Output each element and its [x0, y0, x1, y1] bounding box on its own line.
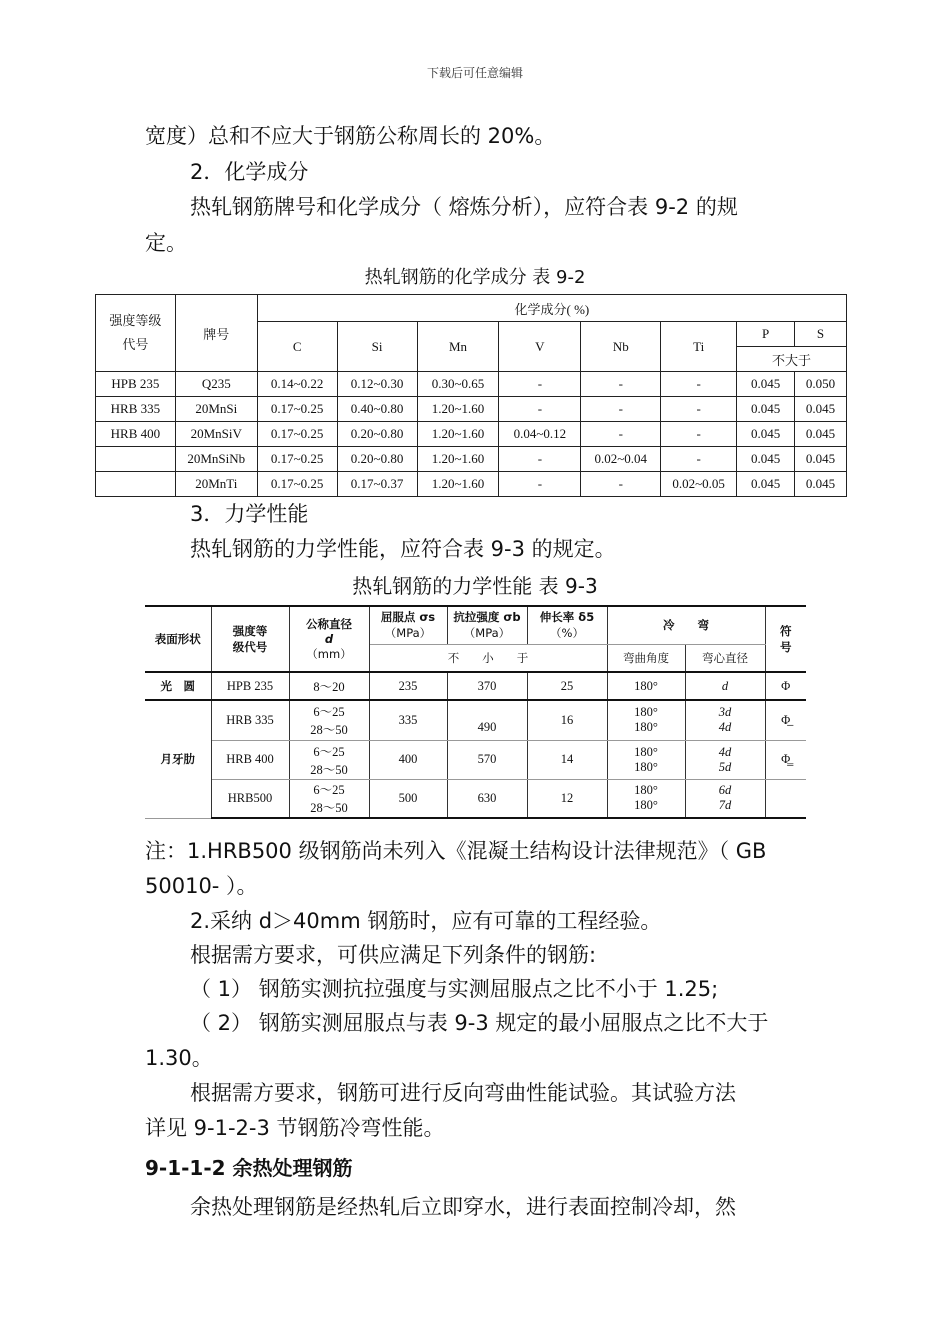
table-cell: 1.20~1.60 — [417, 447, 499, 472]
cell-tensile: 490 — [447, 700, 527, 740]
cell-core: d — [685, 672, 765, 700]
cell-symbol: Φ̳ — [765, 740, 806, 779]
header-grade: 强度等级 代号 — [96, 295, 176, 372]
header-ti: Ti — [661, 322, 737, 372]
note: 2.采纳 d＞40mm 钢筋时，应有可靠的工程经验。 — [190, 909, 662, 933]
cell-grade: HRB 400 — [211, 740, 289, 779]
table-cell: - — [661, 447, 737, 472]
header-shape: 表面形状 — [145, 606, 211, 672]
cell-diameter: 6～25 28～50 — [289, 779, 369, 818]
cell-elongation: 16 — [527, 700, 607, 740]
table-cell: 0.045 — [795, 447, 847, 472]
table-cell: 1.20~1.60 — [417, 397, 499, 422]
cell-angle: 180° — [607, 672, 685, 700]
cell-elongation: 14 — [527, 740, 607, 779]
table-cell: HRB 400 — [96, 422, 176, 447]
table-cell: - — [581, 422, 661, 447]
header-chemical: 化学成分( %) — [257, 295, 846, 322]
paragraph: 宽度）总和不应大于钢筋公称周长的 20%。 — [145, 124, 556, 148]
cell-angle: 180° 180° — [607, 740, 685, 779]
cell-angle: 180° 180° — [607, 700, 685, 740]
cell-tensile: 570 — [447, 740, 527, 779]
table-cell: HRB 335 — [96, 397, 176, 422]
table-cell: 20MnTi — [175, 472, 257, 497]
table-cell: 1.20~1.60 — [417, 422, 499, 447]
header-p: P — [737, 322, 795, 347]
cell-diameter: 6～25 28～50 — [289, 700, 369, 740]
table-cell: - — [661, 422, 737, 447]
mechanical-properties-table — [145, 605, 806, 819]
paragraph: （ 2） 钢筋实测屈服点与表 9-3 规定的最小屈服点之比不大于 — [190, 1011, 769, 1035]
header-angle: 弯曲角度 — [607, 644, 685, 672]
table-cell: 20MnSiNb — [175, 447, 257, 472]
cell-tensile: 370 — [447, 672, 527, 700]
table-cell: 0.20~0.80 — [337, 447, 417, 472]
header-v: V — [499, 322, 581, 372]
table-cell: 0.20~0.80 — [337, 422, 417, 447]
table-row — [96, 372, 847, 397]
table-cell: - — [661, 397, 737, 422]
header-elongation: 伸长率 δ5 （%） — [527, 606, 607, 644]
header-diameter: 公称直径 d （mm） — [289, 606, 369, 672]
header-si: Si — [337, 322, 417, 372]
table-cell: 0.17~0.25 — [257, 422, 337, 447]
cell-symbol: Φ — [765, 672, 806, 700]
table-cell: 0.14~0.22 — [257, 372, 337, 397]
table-cell: - — [581, 372, 661, 397]
header-max: 不大于 — [737, 347, 847, 372]
paragraph: 根据需方要求，可供应满足下列条件的钢筋: — [190, 943, 597, 967]
table-cell: 0.045 — [737, 472, 795, 497]
cell-symbol — [765, 779, 806, 818]
table-caption: 热轧钢筋的力学性能 表 9-3 — [352, 574, 598, 598]
header-c: C — [257, 322, 337, 372]
table-cell: 0.045 — [795, 397, 847, 422]
table-cell: Q235 — [175, 372, 257, 397]
table-cell: 0.40~0.80 — [337, 397, 417, 422]
table-cell: 0.17~0.25 — [257, 472, 337, 497]
table-cell: - — [581, 397, 661, 422]
table-cell: 0.30~0.65 — [417, 372, 499, 397]
table-row — [96, 472, 847, 497]
cell-yield: 500 — [369, 779, 447, 818]
header-core: 弯心直径 — [685, 644, 765, 672]
note: 注：1.HRB500 级钢筋尚未列入《混凝土结构设计法律规范》（ GB — [145, 839, 767, 863]
cell-grade: HRB 335 — [211, 700, 289, 740]
paragraph: （ 1） 钢筋实测抗拉强度与实测屈服点之比不小于 1.25; — [190, 977, 719, 1001]
table-cell: 0.045 — [737, 372, 795, 397]
table-cell: - — [661, 372, 737, 397]
cell-elongation: 12 — [527, 779, 607, 818]
table-cell: HPB 235 — [96, 372, 176, 397]
shape-ribbed: 月牙肋 — [145, 700, 211, 818]
table-caption: 热轧钢筋的化学成分 表 9-2 — [364, 267, 586, 288]
note: 50010- ）。 — [145, 874, 258, 898]
cell-yield: 235 — [369, 672, 447, 700]
page-header: 下载后可任意编辑 — [426, 66, 523, 80]
table-cell: 0.12~0.30 — [337, 372, 417, 397]
header-s: S — [795, 322, 847, 347]
table-cell: 0.04~0.12 — [499, 422, 581, 447]
cell-core: 6d 7d — [685, 779, 765, 818]
table-cell: - — [581, 472, 661, 497]
header-bend: 冷 弯 — [607, 606, 765, 644]
table-cell — [96, 447, 176, 472]
table-cell: 0.045 — [795, 422, 847, 447]
table-cell: - — [499, 447, 581, 472]
table-cell: 0.17~0.37 — [337, 472, 417, 497]
table-cell — [96, 472, 176, 497]
table-cell: - — [499, 397, 581, 422]
table-cell: 0.17~0.25 — [257, 397, 337, 422]
paragraph: 余热处理钢筋是经热轧后立即穿水，进行表面控制冷却，然 — [190, 1195, 736, 1219]
header-yield: 屈服点 σs （MPa） — [369, 606, 447, 644]
header-mn: Mn — [417, 322, 499, 372]
paragraph: 热轧钢筋牌号和化学成分（ 熔炼分析），应符合表 9-2 的规 — [190, 195, 738, 219]
table-cell: 0.050 — [795, 372, 847, 397]
table-cell: 0.045 — [737, 447, 795, 472]
paragraph: 定。 — [145, 231, 187, 255]
table-cell: 0.045 — [737, 422, 795, 447]
header-tensile: 抗拉强度 σb （MPa） — [447, 606, 527, 644]
cell-elongation: 25 — [527, 672, 607, 700]
header-brand: 牌号 — [175, 295, 257, 372]
section-heading: 9-1-1-2 余热处理钢筋 — [145, 1156, 353, 1180]
table-cell: - — [499, 372, 581, 397]
cell-core: 4d 5d — [685, 740, 765, 779]
table-cell: 0.045 — [795, 472, 847, 497]
cell-angle: 180° 180° — [607, 779, 685, 818]
cell-grade: HRB500 — [211, 779, 289, 818]
table-cell: 0.02~0.05 — [661, 472, 737, 497]
table-cell: 20MnSiV — [175, 422, 257, 447]
section-heading-chemical: 2．化学成分 — [190, 160, 309, 184]
header-notless: 不 小 于 — [369, 644, 607, 672]
cell-yield: 335 — [369, 700, 447, 740]
table-cell: 20MnSi — [175, 397, 257, 422]
cell-symbol: Φ̲ — [765, 700, 806, 740]
table-cell: 0.02~0.04 — [581, 447, 661, 472]
table-cell: 1.20~1.60 — [417, 472, 499, 497]
shape-round: 光 圆 — [145, 672, 211, 700]
table-cell: 0.17~0.25 — [257, 447, 337, 472]
paragraph: 根据需方要求，钢筋可进行反向弯曲性能试验。其试验方法 — [190, 1081, 736, 1105]
paragraph: 热轧钢筋的力学性能，应符合表 9-3 的规定。 — [190, 537, 616, 561]
table-row — [96, 397, 847, 422]
header-symbol: 符 号 — [765, 606, 806, 672]
paragraph: 详见 9-1-2-3 节钢筋冷弯性能。 — [145, 1116, 445, 1140]
cell-diameter: 8～20 — [289, 672, 369, 700]
section-heading-mechanical: 3．力学性能 — [190, 502, 309, 526]
header-grade: 强度等 级代号 — [211, 606, 289, 672]
cell-core: 3d 4d — [685, 700, 765, 740]
cell-tensile: 630 — [447, 779, 527, 818]
chemical-composition-table — [95, 294, 847, 497]
cell-grade: HPB 235 — [211, 672, 289, 700]
table-row — [96, 422, 847, 447]
table-cell: 0.045 — [737, 397, 795, 422]
header-nb: Nb — [581, 322, 661, 372]
cell-yield: 400 — [369, 740, 447, 779]
cell-diameter: 6～25 28～50 — [289, 740, 369, 779]
table-row — [96, 447, 847, 472]
table-cell: - — [499, 472, 581, 497]
paragraph: 1.30。 — [145, 1046, 213, 1070]
